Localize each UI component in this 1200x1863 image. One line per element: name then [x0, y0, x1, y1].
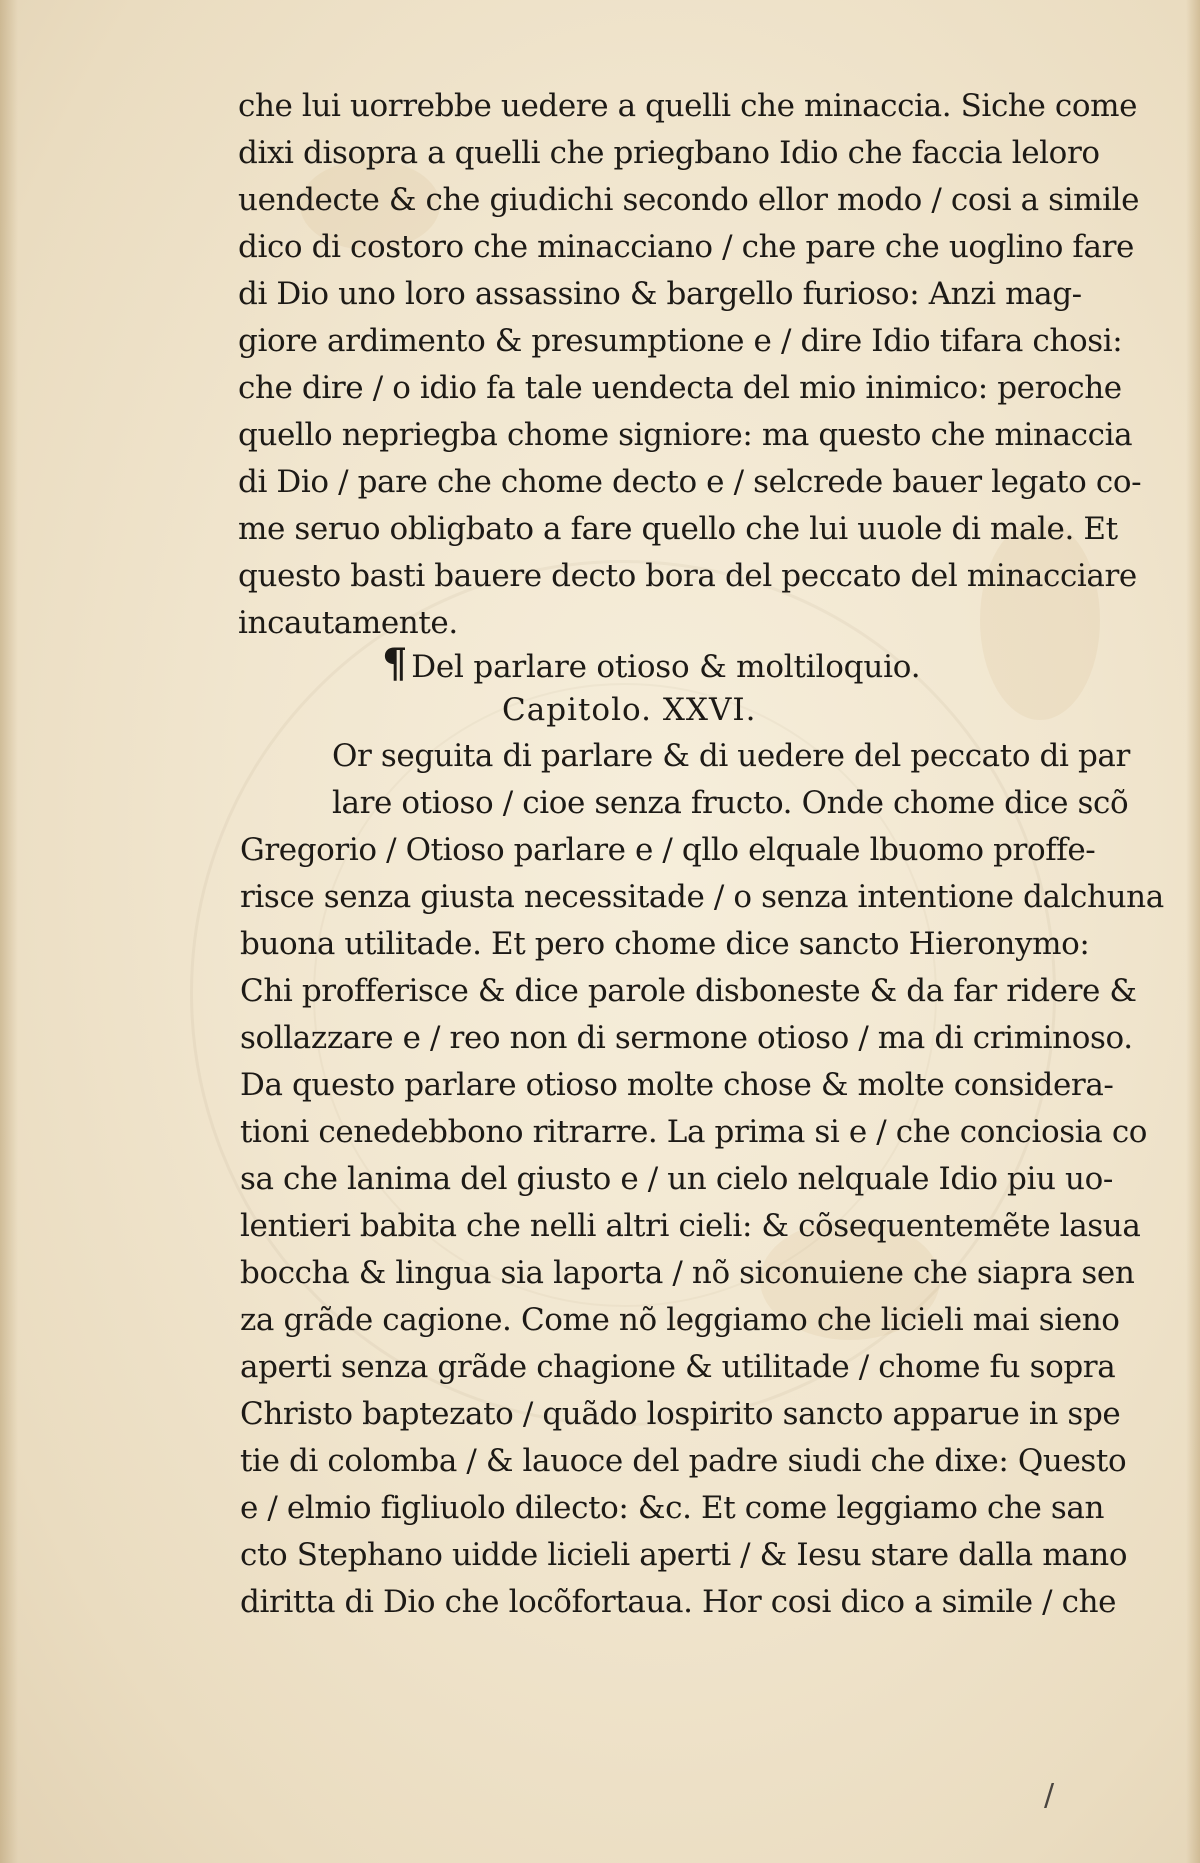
text-line: me seruo obligbato a fare quello che lui uuole di male. Et	[238, 511, 1118, 547]
text-line: di Dio / pare che chome decto e / selcrede bauer legato co-	[238, 464, 1142, 500]
chapter-title: Del parlare otioso & moltiloquio.	[411, 649, 921, 685]
text-line: questo basti bauere decto bora del peccato del minacciare	[238, 558, 1137, 594]
paper-stain	[980, 520, 1100, 720]
text-line: che lui uorrebbe uedere a quelli che minaccia. Siche come	[238, 88, 1138, 124]
chapter-number: Capitolo. XXVI.	[502, 692, 757, 728]
text-line: giore ardimento & presumptione e / dire Idio tifara chosi:	[238, 323, 1123, 359]
pilcrow-mark: ¶	[382, 640, 408, 687]
text-line: aperti senza grãde chagione & utilitade / chome fu sopra	[240, 1349, 1116, 1385]
page-right-edge-shadow	[1186, 0, 1200, 1863]
text-line: tioni cenedebbono ritrarre. La prima si e / che conciosia co	[240, 1114, 1148, 1150]
text-line: sa che lanima del giusto e / un cielo nelquale Idio piu uo-	[240, 1161, 1113, 1197]
text-line: Christo baptezato / quãdo lospirito sancto apparue in spe	[240, 1396, 1121, 1432]
text-line: incautamente.	[238, 605, 458, 641]
text-line: dico di costoro che minacciano / che pare che uoglino fare	[238, 229, 1134, 265]
chapter-heading	[382, 640, 921, 687]
pencil-mark: /	[1044, 1778, 1055, 1813]
text-line: e / elmio figliuolo dilecto: &c. Et come leggiamo che san	[240, 1490, 1105, 1526]
text-line: dixi disopra a quelli che priegbano Idio che faccia leloro	[238, 135, 1100, 171]
text-line: sollazzare e / reo non di sermone otioso / ma di criminoso.	[240, 1020, 1133, 1056]
text-line: boccha & lingua sia laporta / nõ siconuiene che siapra sen	[240, 1255, 1135, 1291]
text-line: Chi profferisce & dice parole disboneste & da far ridere &	[240, 973, 1137, 1009]
text-line: tie di colomba / & lauoce del padre siudi che dixe: Questo	[240, 1443, 1127, 1479]
text-line: Gregorio / Otioso parlare e / qllo elquale lbuomo proffe-	[240, 832, 1096, 868]
text-line: lare otioso / cioe senza fructo. Onde chome dice scõ	[332, 785, 1129, 821]
text-line: che dire / o idio fa tale uendecta del mio inimico: peroche	[238, 370, 1122, 406]
page-left-edge-shadow	[0, 0, 18, 1863]
text-line: diritta di Dio che locõfortaua. Hor cosi dico a simile / che	[240, 1584, 1117, 1620]
text-line: lentieri babita che nelli altri cieli: & cõsequentemẽte lasua	[240, 1208, 1141, 1244]
text-line: buona utilitade. Et pero chome dice sancto Hieronymo:	[240, 926, 1090, 962]
text-line: cto Stephano uidde licieli aperti / & Iesu stare dalla mano	[240, 1537, 1128, 1573]
text-line: za grãde cagione. Come nõ leggiamo che licieli mai sieno	[240, 1302, 1120, 1338]
text-line: quello nepriegba chome signiore: ma questo che minaccia	[238, 417, 1133, 453]
text-line: risce senza giusta necessitade / o senza intentione dalchuna	[240, 879, 1164, 915]
text-line: uendecte & che giudichi secondo ellor modo / cosi a simile	[238, 182, 1140, 218]
text-line: Or seguita di parlare & di uedere del peccato di par	[332, 738, 1130, 774]
text-line: di Dio uno loro assassino & bargello furioso: Anzi mag-	[238, 276, 1082, 312]
text-line: Da questo parlare otioso molte chose & molte considera-	[240, 1067, 1114, 1103]
